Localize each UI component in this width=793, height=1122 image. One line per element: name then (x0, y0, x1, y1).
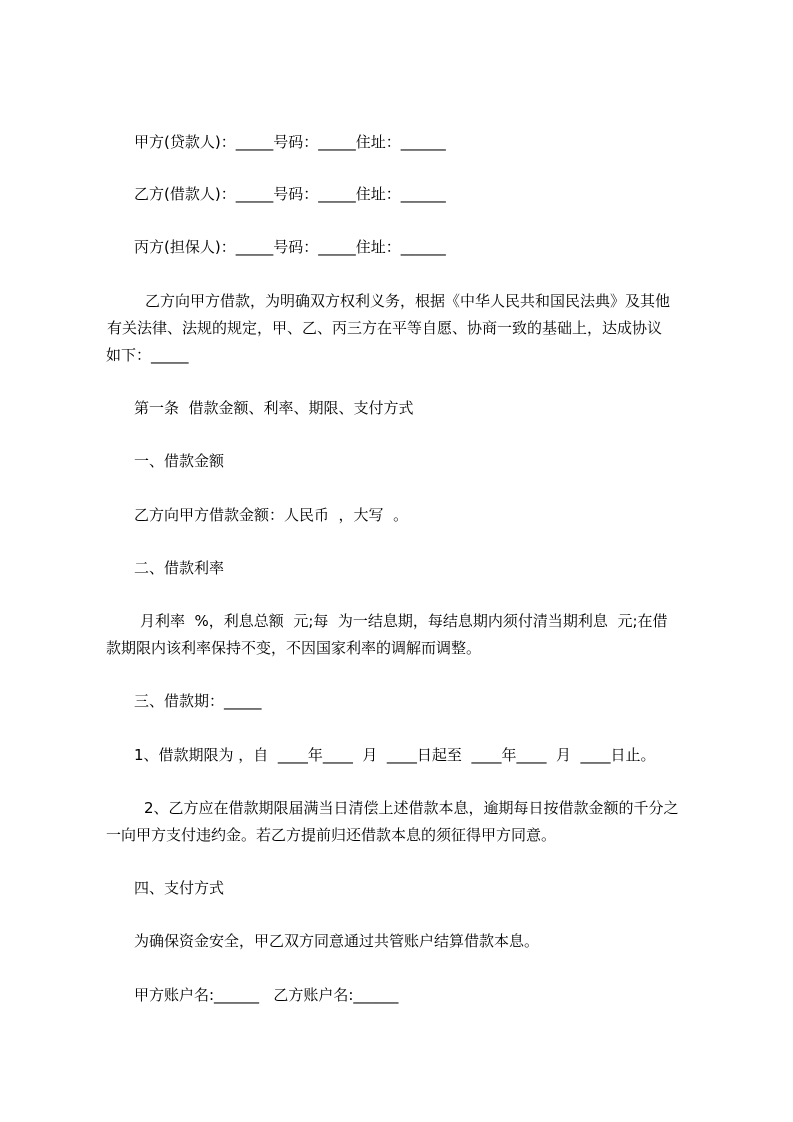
article-1-title: 第一条 借款金额、利率、期限、支付方式 (134, 399, 414, 417)
section-2-body-line-1: 月利率 %，利息总额 元;每 为一结息期，每结息期内须付清当期利息 元;在借 (140, 612, 668, 630)
party-a-line: 甲方(贷款人)：_____号码：_____住址：______ (134, 133, 446, 151)
section-4-body: 为确保资金安全，甲乙双方同意通过共管账户结算借款本息。 (134, 932, 540, 950)
section-2-body-line-2: 款期限内该利率保持不变，不因国家利率的调解而调整。 (106, 639, 482, 657)
preamble-line-3: 如下：_____ (106, 346, 189, 364)
account-names-line: 甲方账户名:______ 乙方账户名:______ (134, 986, 399, 1004)
preamble-line-1: 乙方向甲方借款，为明确双方权利义务，根据《中华人民共和国民法典》及其他 (145, 292, 671, 310)
section-1-body: 乙方向甲方借款金额：人民币 ，大写 。 (134, 506, 409, 524)
section-3-item-2-line-2: 一向甲方支付违约金。若乙方提前归还借款本息的须征得甲方同意。 (106, 826, 557, 844)
preamble-line-2: 有关法律、法规的规定，甲、乙、丙三方在平等自愿、协商一致的基础上，达成协议 (107, 319, 663, 337)
section-3-item-1: 1、借款期限为 ，自 ____年____ 月 ____日起至 ____年____ 月 ____日止。 (134, 746, 656, 764)
section-3-title: 三、借款期：_____ (134, 692, 262, 710)
party-c-line: 丙方(担保人)：_____号码：_____住址：______ (134, 238, 446, 256)
party-b-line: 乙方(借款人)：_____号码：_____住址：______ (134, 185, 446, 203)
section-2-title: 二、借款利率 (134, 559, 225, 577)
section-4-title: 四、支付方式 (134, 879, 225, 897)
section-1-title: 一、借款金额 (134, 452, 225, 470)
section-3-item-2-line-1: 2、乙方应在借款期限届满当日清偿上述借款本息，逾期每日按借款金额的千分之 (144, 799, 679, 817)
